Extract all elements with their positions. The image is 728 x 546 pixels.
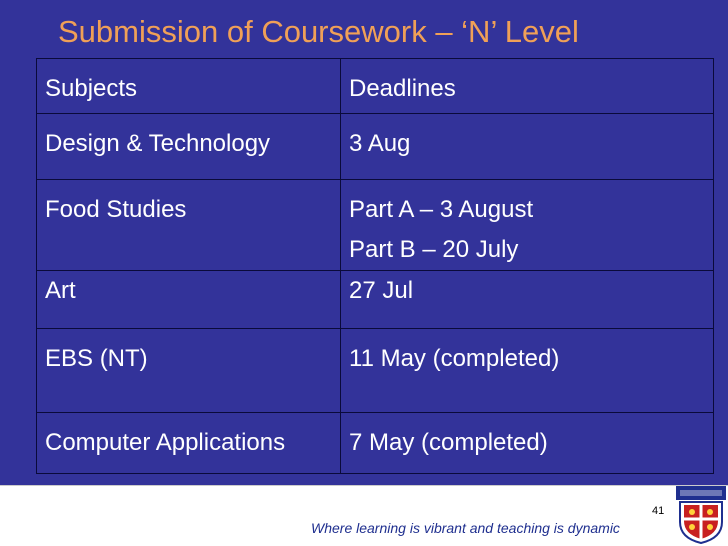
table-header-row (37, 59, 714, 114)
subject-cell: Computer Applications (45, 429, 286, 456)
table-cell (341, 329, 714, 413)
deadline-cell: 11 May (completed) (349, 345, 560, 372)
table-cell (341, 114, 714, 180)
deadline-cell-line: Part A – 3 August (349, 196, 534, 223)
table-row (37, 413, 714, 474)
deadline-cell: 27 Jul (349, 277, 414, 304)
deadlines-table (36, 58, 714, 474)
slide-title: Submission of Coursework – ‘N’ Level (58, 14, 579, 49)
header-deadlines: Deadlines (349, 75, 456, 102)
deadline-cell: 7 May (completed) (349, 429, 548, 456)
table-cell (37, 59, 341, 114)
page-number: 41 (652, 505, 665, 517)
subject-cell: Design & Technology (45, 130, 271, 157)
table-cell (341, 180, 714, 271)
table-row (37, 180, 714, 271)
school-crest-icon (676, 486, 726, 544)
table-cell (37, 413, 341, 474)
table-cell (37, 329, 341, 413)
footer-tagline: Where learning is vibrant and teaching is dynamic (311, 520, 620, 536)
footer-divider (0, 485, 728, 486)
header-subjects: Subjects (45, 75, 138, 102)
subject-cell: EBS (NT) (45, 345, 148, 372)
table-cell (37, 180, 341, 271)
deadline-cell-line: Part B – 20 July (349, 236, 519, 263)
deadline-cell: 3 Aug (349, 130, 411, 157)
subject-cell: Art (45, 277, 76, 304)
table-row (37, 271, 714, 329)
table-row (37, 329, 714, 413)
table-cell (341, 413, 714, 474)
subject-cell: Food Studies (45, 196, 187, 223)
table-cell (37, 271, 341, 329)
table-cell (37, 114, 341, 180)
table-cell (341, 59, 714, 114)
table-cell (341, 271, 714, 329)
table-row (37, 114, 714, 180)
